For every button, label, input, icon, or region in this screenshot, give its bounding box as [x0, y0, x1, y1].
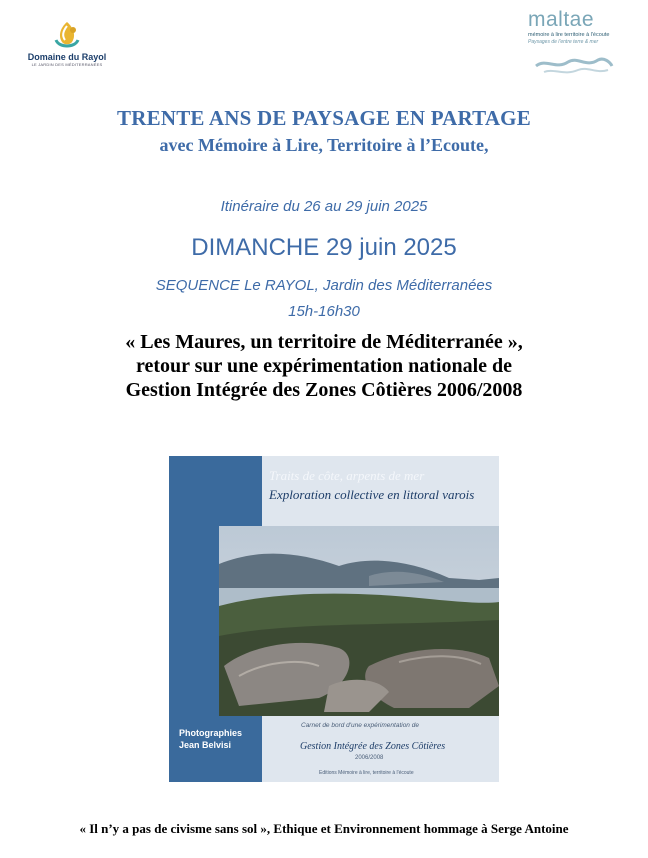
- book-author-name: Jean Belvisi: [179, 740, 232, 750]
- maltae-logo: [528, 8, 628, 78]
- domaine-du-rayol-logo: [20, 20, 114, 74]
- book-subtitle: Exploration collective en littoral varois: [269, 487, 475, 502]
- event-date: DIMANCHE 29 juin 2025: [191, 234, 457, 261]
- book-cover-image: [169, 456, 499, 782]
- heading-line-3: Gestion Intégrée des Zones Côtières 2006/2008: [125, 379, 523, 401]
- book-carnet-text: Carnet de bord d'une expérimentation de: [301, 722, 419, 729]
- maltae-brand: maltae: [528, 8, 595, 31]
- book-gestion-text: Gestion Intégrée des Zones Côtières: [300, 741, 446, 752]
- maltae-tagline-2: Paysages de l'entre terre & mer: [528, 39, 599, 45]
- heading-line-1: « Les Maures, un territoire de Méditerranée »,: [125, 331, 523, 353]
- book-years: 2006/2008: [355, 755, 384, 761]
- sequence-location: SEQUENCE Le RAYOL, Jardin des Méditerranées: [155, 277, 493, 294]
- book-author-label: Photographies: [179, 728, 243, 738]
- session-heading: [0, 330, 648, 402]
- event-time: 15h-16h30: [288, 303, 360, 320]
- main-title: TRENTE ANS DE PAYSAGE EN PARTAGE: [117, 106, 531, 130]
- coastline-icon: [534, 52, 614, 78]
- itinerary-dates: Itinéraire du 26 au 29 juin 2025: [220, 198, 428, 215]
- coastal-landscape-photo: [219, 526, 499, 716]
- heading-line-2: retour sur une expérimentation nationale de: [135, 355, 513, 377]
- book-editions: Editions Mémoire à lire, territoire à l'écoute: [319, 770, 414, 776]
- rayol-emblem-icon: [50, 20, 84, 52]
- main-subtitle: avec Mémoire à Lire, Territoire à l’Ecoute,: [159, 135, 489, 155]
- book-title: Traits de côte, arpents de mer: [269, 468, 425, 483]
- logo-subtitle: LE JARDIN DES MÉDITERRANÉES: [31, 62, 103, 67]
- footer-quote: « Il n’y a pas de civisme sans sol », Ethique et Environnement hommage à Serge Antoine: [79, 821, 569, 836]
- maltae-tagline: mémoire à lire territoire à l'écoute: [528, 32, 610, 38]
- logo-name: Domaine du Rayol: [27, 52, 107, 62]
